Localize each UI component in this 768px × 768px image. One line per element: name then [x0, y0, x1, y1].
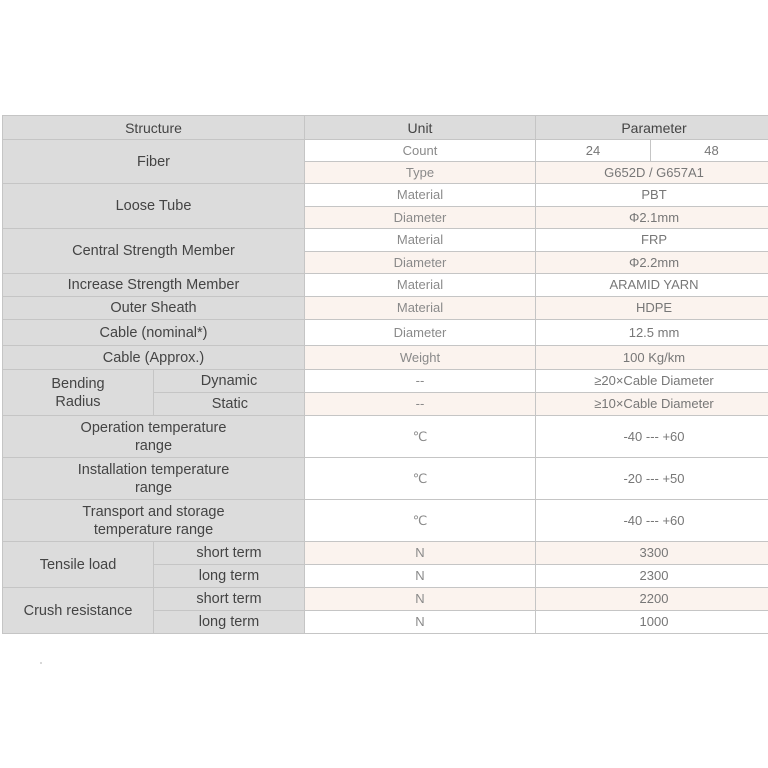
tensile-long-label: long term [154, 565, 305, 588]
trans-temp-label [3, 500, 305, 542]
cable-approx-label: Cable (Approx.) [3, 346, 305, 370]
header-structure: Structure [3, 116, 305, 140]
fiber-count-24: 24 [536, 140, 651, 162]
tensile-short-value: 3300 [536, 542, 768, 565]
csm-material-row [3, 229, 768, 252]
bending-static-unit: -- [305, 393, 536, 416]
op-temp-row [3, 416, 768, 458]
ism-value: ARAMID YARN [536, 274, 768, 297]
header-parameter: Parameter [536, 116, 768, 140]
trans-temp-unit: ℃ [305, 500, 536, 542]
outer-sheath-row [3, 297, 768, 320]
loose-tube-diameter-unit: Diameter [305, 207, 536, 229]
loose-tube-material-value: PBT [536, 184, 768, 207]
bending-label-line1: Bending [51, 375, 105, 392]
crush-short-row [3, 588, 768, 611]
fiber-type-value: G652D / G657A1 [536, 162, 768, 184]
tensile-long-value: 2300 [536, 565, 768, 588]
ism-label: Increase Strength Member [3, 274, 305, 297]
loose-tube-material-row [3, 184, 768, 207]
header-row [3, 116, 768, 140]
crush-short-unit: N [305, 588, 536, 611]
stray-dot [40, 662, 42, 664]
cable-approx-row [3, 346, 768, 370]
fiber-count-row [3, 140, 768, 162]
fiber-count-unit: Count [305, 140, 536, 162]
crush-long-value: 1000 [536, 611, 768, 634]
bending-dynamic-value: ≥20×Cable Diameter [536, 370, 768, 393]
outer-sheath-unit: Material [305, 297, 536, 320]
bending-radius-label [3, 370, 154, 416]
tensile-long-unit: N [305, 565, 536, 588]
trans-temp-label-line2: temperature range [93, 521, 214, 538]
bending-label-line2: Radius [55, 393, 101, 410]
fiber-label: Fiber [3, 140, 305, 184]
bending-dynamic-label: Dynamic [154, 370, 305, 393]
ism-row [3, 274, 768, 297]
tensile-short-unit: N [305, 542, 536, 565]
cable-nominal-label: Cable (nominal*) [3, 320, 305, 346]
csm-diameter-unit: Diameter [305, 252, 536, 274]
cable-nominal-value: 12.5 mm [536, 320, 768, 346]
outer-sheath-label: Outer Sheath [3, 297, 305, 320]
crush-short-value: 2200 [536, 588, 768, 611]
crush-long-label: long term [154, 611, 305, 634]
ism-unit: Material [305, 274, 536, 297]
bending-dynamic-unit: -- [305, 370, 536, 393]
inst-temp-row [3, 458, 768, 500]
cable-approx-unit: Weight [305, 346, 536, 370]
fiber-type-unit: Type [305, 162, 536, 184]
inst-temp-value: -20 --- +50 [536, 458, 768, 500]
trans-temp-label-line1: Transport and storage [82, 503, 225, 520]
cable-nominal-unit: Diameter [305, 320, 536, 346]
trans-temp-row [3, 500, 768, 542]
crush-label: Crush resistance [3, 588, 154, 634]
csm-label: Central Strength Member [3, 229, 305, 274]
op-temp-value: -40 --- +60 [536, 416, 768, 458]
op-temp-label-line2: range [134, 437, 173, 454]
bending-dynamic-row [3, 370, 768, 393]
op-temp-label-line1: Operation temperature [80, 419, 227, 436]
spec-table [2, 115, 768, 634]
inst-temp-label-line1: Installation temperature [77, 461, 230, 478]
bending-static-value: ≥10×Cable Diameter [536, 393, 768, 416]
trans-temp-value: -40 --- +60 [536, 500, 768, 542]
bending-static-label: Static [154, 393, 305, 416]
op-temp-unit: ℃ [305, 416, 536, 458]
loose-tube-label: Loose Tube [3, 184, 305, 229]
tensile-short-label: short term [154, 542, 305, 565]
cable-approx-value: 100 Kg/km [536, 346, 768, 370]
csm-material-unit: Material [305, 229, 536, 252]
crush-long-unit: N [305, 611, 536, 634]
crush-short-label: short term [154, 588, 305, 611]
inst-temp-label [3, 458, 305, 500]
cable-nominal-row [3, 320, 768, 346]
csm-diameter-value: Φ2.2mm [536, 252, 768, 274]
outer-sheath-value: HDPE [536, 297, 768, 320]
csm-material-value: FRP [536, 229, 768, 252]
header-unit: Unit [305, 116, 536, 140]
loose-tube-diameter-value: Φ2.1mm [536, 207, 768, 229]
inst-temp-unit: ℃ [305, 458, 536, 500]
tensile-short-row [3, 542, 768, 565]
op-temp-label [3, 416, 305, 458]
loose-tube-material-unit: Material [305, 184, 536, 207]
fiber-count-48: 48 [651, 140, 768, 162]
tensile-label: Tensile load [3, 542, 154, 588]
inst-temp-label-line2: range [134, 479, 173, 496]
